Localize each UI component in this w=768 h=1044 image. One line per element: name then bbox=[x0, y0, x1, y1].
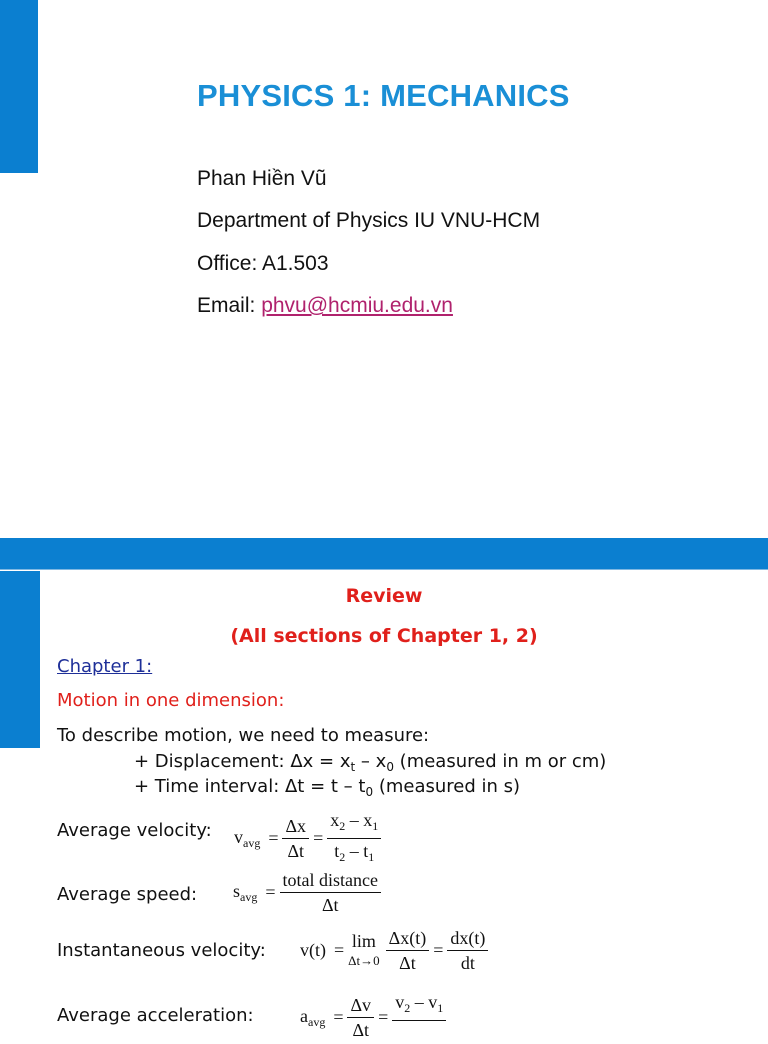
equals: = bbox=[333, 1007, 344, 1027]
lhs-var: s bbox=[233, 880, 241, 901]
avg-accel-label: Average acceleration: bbox=[57, 1005, 254, 1026]
term-sub: 1 bbox=[368, 850, 375, 864]
author-name: Phan Hiền Vũ bbox=[197, 167, 327, 190]
displacement-prefix: + Displacement: Δx = x bbox=[134, 751, 351, 772]
review-slide bbox=[0, 571, 768, 1040]
fraction bbox=[282, 815, 309, 862]
equals: = bbox=[378, 1007, 389, 1027]
lhs-sub: avg bbox=[240, 889, 258, 904]
accent-bar bbox=[0, 0, 38, 173]
numerator: Δx bbox=[282, 815, 309, 839]
lhs bbox=[233, 881, 261, 905]
term-sub: 2 bbox=[339, 819, 346, 833]
equals: = bbox=[334, 940, 345, 960]
numerator: total distance bbox=[280, 869, 381, 893]
sub-t: t bbox=[350, 760, 356, 774]
denominator: Δt bbox=[352, 1020, 370, 1040]
sub-0: 0 bbox=[365, 785, 374, 799]
review-subtitle: (All sections of Chapter 1, 2) bbox=[230, 625, 538, 647]
lhs: v(t) bbox=[300, 940, 326, 960]
slide-divider bbox=[0, 538, 768, 569]
time-prefix: + Time interval: Δt = t – t bbox=[134, 776, 366, 797]
term: t bbox=[334, 841, 340, 861]
fraction bbox=[386, 927, 430, 974]
displacement-mid: – x bbox=[355, 751, 387, 772]
email-line bbox=[197, 294, 453, 318]
numerator bbox=[392, 991, 446, 1021]
fraction bbox=[327, 809, 381, 868]
avg-velocity-label: Average velocity: bbox=[57, 820, 212, 841]
avg-velocity-equation bbox=[234, 809, 381, 868]
equals: = bbox=[433, 940, 444, 960]
time-suffix: (measured in s) bbox=[373, 776, 521, 797]
avg-speed-label: Average speed: bbox=[57, 884, 198, 905]
term-sub: 1 bbox=[437, 1001, 444, 1015]
equals: = bbox=[265, 882, 276, 902]
lhs bbox=[234, 827, 264, 851]
avg-speed-equation bbox=[233, 869, 381, 916]
denominator: dt bbox=[460, 953, 475, 973]
numerator bbox=[327, 809, 381, 839]
lhs bbox=[300, 1006, 329, 1030]
denominator bbox=[392, 1021, 446, 1044]
email-label: Email: bbox=[197, 294, 262, 317]
denominator bbox=[327, 839, 381, 868]
sub-0: 0 bbox=[386, 760, 394, 774]
avg-accel-equation bbox=[300, 991, 446, 1044]
term: – x bbox=[345, 810, 373, 830]
denominator: Δt bbox=[399, 953, 416, 973]
inst-velocity-label: Instantaneous velocity: bbox=[57, 940, 266, 961]
department: Department of Physics IU VNU-HCM bbox=[197, 209, 541, 232]
lhs-var: a bbox=[300, 1005, 308, 1026]
term: x bbox=[330, 810, 340, 830]
fraction bbox=[347, 994, 374, 1041]
office: Office: A1.503 bbox=[197, 252, 329, 275]
term: – t bbox=[345, 841, 369, 861]
review-heading: Review bbox=[345, 585, 423, 607]
denominator: Δt bbox=[287, 841, 305, 861]
denominator: Δt bbox=[321, 895, 339, 915]
lhs-sub: avg bbox=[243, 835, 261, 850]
numerator: dx(t) bbox=[447, 927, 488, 951]
term: – v bbox=[410, 992, 438, 1012]
lhs-sub: avg bbox=[308, 1014, 326, 1029]
term: v bbox=[395, 992, 405, 1012]
numerator: Δv bbox=[347, 994, 374, 1018]
lhs-var: v bbox=[234, 826, 243, 847]
equals: = bbox=[313, 828, 324, 848]
lim-word: lim bbox=[351, 930, 376, 951]
slide-title: PHYSICS 1: MECHANICS bbox=[197, 78, 570, 113]
lim-sub: Δt→0 bbox=[348, 952, 380, 968]
displacement-line bbox=[134, 751, 606, 774]
slide-divider-line bbox=[0, 569, 768, 570]
term-sub: 2 bbox=[404, 1001, 411, 1015]
fraction bbox=[280, 869, 381, 916]
inst-velocity-equation bbox=[300, 927, 488, 974]
term-sub: 1 bbox=[372, 819, 379, 833]
displacement-suffix: (measured in m or cm) bbox=[393, 751, 607, 772]
numerator: Δx(t) bbox=[386, 927, 430, 951]
chapter-heading: Chapter 1: bbox=[57, 656, 153, 677]
intro-text: To describe motion, we need to measure: bbox=[57, 725, 430, 746]
fraction bbox=[392, 991, 446, 1044]
equals: = bbox=[268, 828, 279, 848]
limit bbox=[348, 931, 379, 971]
topic-heading: Motion in one dimension: bbox=[57, 690, 285, 711]
email-link[interactable]: phvu@hcmiu.edu.vn bbox=[261, 294, 453, 317]
term-sub: 2 bbox=[339, 850, 346, 864]
fraction bbox=[447, 927, 488, 974]
time-interval-line bbox=[134, 776, 520, 799]
